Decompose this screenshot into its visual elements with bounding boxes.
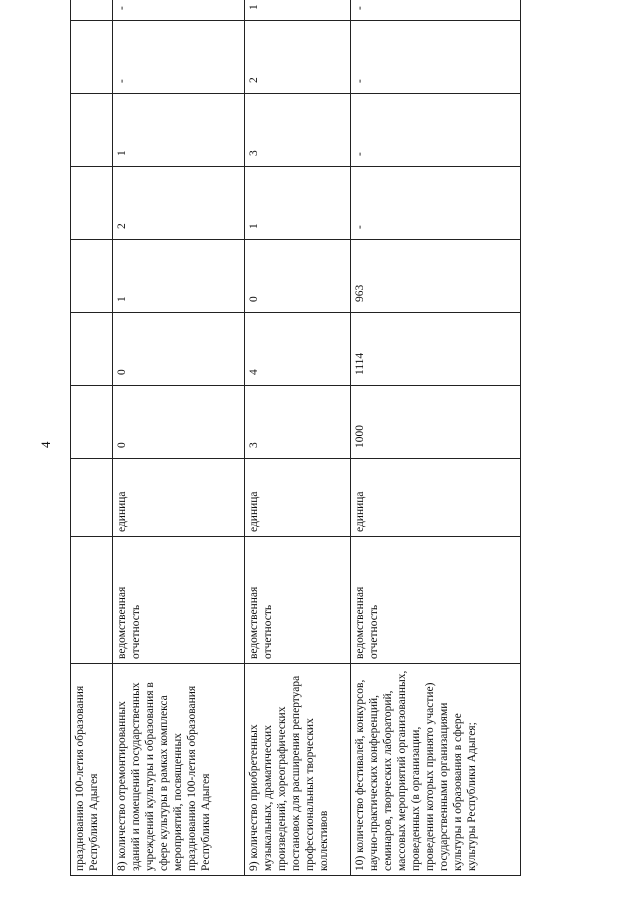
value-cell: 1114 bbox=[351, 313, 521, 386]
unit-cell: единица bbox=[245, 459, 351, 537]
value-cell: - bbox=[351, 0, 521, 21]
value-cell: - bbox=[351, 167, 521, 240]
value-cell bbox=[71, 386, 113, 459]
source-cell: ведомственная отчетность bbox=[113, 537, 245, 664]
value-cell: 1 bbox=[245, 167, 351, 240]
value-cell: 0 bbox=[113, 386, 245, 459]
value-cell bbox=[71, 0, 113, 21]
value-cell: 1000 bbox=[351, 386, 521, 459]
page-number: 4 bbox=[38, 441, 53, 448]
value-cell: 963 bbox=[351, 240, 521, 313]
value-cell: 1 bbox=[113, 240, 245, 313]
unit-cell: единица bbox=[113, 459, 245, 537]
value-cell bbox=[71, 167, 113, 240]
value-cell: 3 bbox=[245, 386, 351, 459]
value-cell bbox=[71, 21, 113, 94]
value-cell: 1 bbox=[245, 0, 351, 21]
value-cell: 3 bbox=[245, 94, 351, 167]
value-cell: - bbox=[351, 94, 521, 167]
value-cell: - bbox=[113, 0, 245, 21]
source-cell: ведомственная отчетность bbox=[351, 537, 521, 664]
value-cell: - bbox=[351, 21, 521, 94]
unit-cell bbox=[71, 459, 113, 537]
value-cell: 0 bbox=[113, 313, 245, 386]
value-cell: 4 bbox=[245, 313, 351, 386]
value-cell bbox=[71, 94, 113, 167]
indicator-cell: празднованию 100-летия образования Республики Адыгея bbox=[71, 664, 113, 876]
value-cell: 2 bbox=[113, 167, 245, 240]
indicators-table bbox=[70, 0, 521, 876]
source-cell: ведомственная отчетность bbox=[245, 537, 351, 664]
table-row bbox=[113, 0, 245, 876]
value-cell bbox=[71, 240, 113, 313]
indicator-cell: 9) количество приобретенных музыкальных, драматических произведений, хореографических постановок для расширения репертуара профессиональных творческих коллективов bbox=[245, 664, 351, 876]
indicator-cell: 8) количество отремонтированных зданий и помещений государственных учреждений культуры и образования в сфере культуры в рамках комплекса мероприятий, посвященных празднованию 100-летия образования Республики Адыгея bbox=[113, 664, 245, 876]
unit-cell: единица bbox=[351, 459, 521, 537]
source-cell bbox=[71, 537, 113, 664]
value-cell: - bbox=[113, 21, 245, 94]
value-cell: 1 bbox=[113, 94, 245, 167]
value-cell: 0 bbox=[245, 240, 351, 313]
rotated-table-container bbox=[70, 4, 525, 876]
value-cell bbox=[71, 313, 113, 386]
table-row bbox=[351, 0, 521, 876]
value-cell: 2 bbox=[245, 21, 351, 94]
indicator-cell: 10) количество фестивалей, конкурсов, научно-практических конференций, семинаров, творческих лабораторий, массовых мероприятий организованных, проведенных (в организации, проведении которых принято участие) государственными организациями культуры и образования в сфере культуры Республики Адыгея; bbox=[351, 664, 521, 876]
table-row bbox=[71, 0, 113, 876]
table-row bbox=[245, 0, 351, 876]
